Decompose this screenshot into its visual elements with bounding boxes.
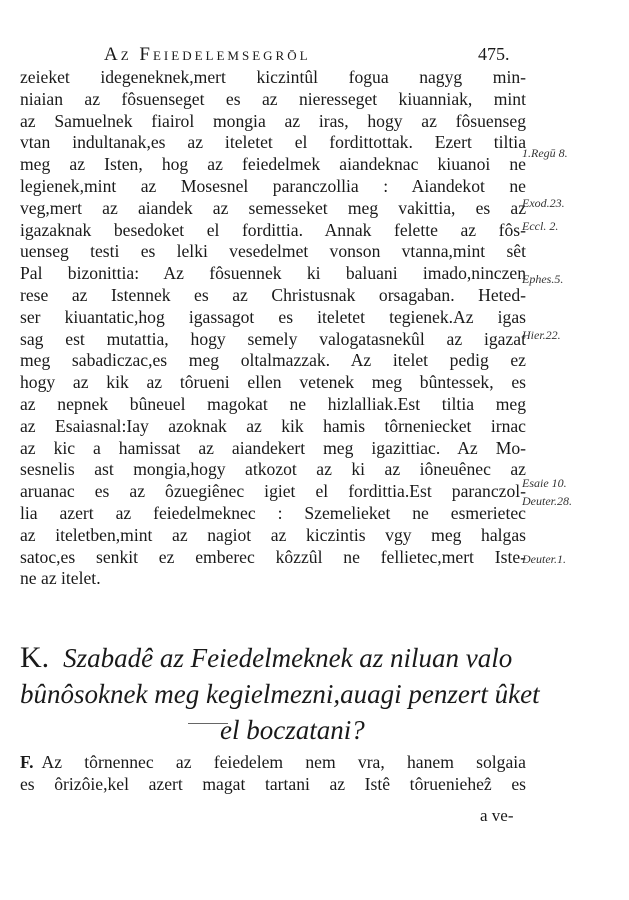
text-line: az nepnek bûneuel magokat ne hizlalliak.Est tiltia meg — [20, 393, 526, 414]
text-line: meg az Isten, hog az feiedelmek aiandeknac kiuanoi ne — [20, 154, 526, 175]
text-line: rese az Istennek es az Christusnak orsagaban. Heted- — [20, 284, 526, 305]
text-line: igazaknak besedoket el fordittia. Annak felette az fôs- — [20, 219, 526, 240]
question-line: bûnôsoknek meg kegielmezni,auagi penzert ûket — [20, 679, 540, 709]
catchword: a ve- — [480, 806, 514, 825]
margin-note: Hier.22. — [522, 328, 561, 342]
answer-line: es ôrizôie,kel azert magat tartani az Istê tôruenieheẑ es — [20, 773, 526, 794]
text-line: veg,mert az aiandek az semesseket meg vakittia, es az — [20, 197, 526, 218]
divider — [188, 723, 228, 724]
text-line: uenseg testi es lelki vesedelmet vonson vtanna,mint sêt — [20, 241, 526, 262]
text-line: sesnelis ast mongia,hogy atkozot az ki az iôneuênec az — [20, 459, 526, 480]
margin-note: Deuter.28. — [522, 494, 572, 508]
margin-note: Exod.23. — [522, 196, 565, 210]
answer-letter: F. — [20, 752, 34, 772]
question-letter: K. — [20, 641, 50, 674]
text-line: legienek,mint az Mosesnel paranczollia : Aiandekot ne — [20, 175, 526, 196]
text-line: az kic a hamissat az aiandekert meg igazittiac. Az Mo- — [20, 437, 526, 458]
text-line: lia azert az feiedelmeknec : Szemelieket ne esmerietec — [20, 502, 526, 523]
body-text — [20, 67, 526, 590]
margin-note: Eccl. 2. — [522, 219, 559, 233]
question-heading — [20, 640, 620, 748]
text-line: hogy az kik az tôrueni ellen vetenek meg bûntessek, es — [20, 372, 526, 393]
margin-note: 1.Regū 8. — [522, 146, 568, 160]
running-head: Az Feiedelemsegrōl — [104, 44, 311, 65]
text-line: meg sabadiczac,es meg oltalmazzak. Az itelet pedig ez — [20, 350, 526, 371]
text-line: az Samuelnek fiairol mongia az iras, hogy az fôsuenseg — [20, 110, 526, 131]
text-line: aruanac es az ôzuegiênec igiet el fordittia.Est paranczol- — [20, 481, 526, 502]
margin-note: Ephes.5. — [522, 272, 564, 286]
text-line: niaian az fôsuenseget es az nieresseget kiuanniak, mint — [20, 88, 526, 109]
answer-line: Az tôrnennec az feiedelem nem vra, hanem solgaia — [41, 752, 526, 772]
page-number: 475. — [478, 44, 510, 64]
margin-note: Deuter.1. — [522, 552, 566, 566]
text-line: ne az itelet. — [20, 568, 101, 589]
text-line: zeieket idegeneknek,mert kiczintûl fogua nagyg min- — [20, 67, 526, 87]
text-line: sag est mutattia, hogy semely valogatasnekûl az igazat — [20, 328, 526, 349]
margin-note: Esaie 10. — [522, 476, 567, 490]
question-line: Szabadê az Feiedelmeknek az niluan valo — [63, 643, 513, 673]
text-line: Pal bizonittia: Az fôsuennek ki baluani imado,ninczen — [20, 263, 526, 284]
text-line: az iteletben,mint az nagiot az kiczintis vgy meg halgas — [20, 524, 526, 545]
page-header — [0, 44, 629, 68]
text-line: ser kiuantatic,hog igassagot es iteletet tegienek.Az igas — [20, 306, 526, 327]
text-line: az Esaiasnal:Iay azoknak az kik hamis tôrneniecket irnac — [20, 415, 526, 436]
text-line: vtan indultanak,es az iteletet el fordittottak. Ezert tiltia — [20, 132, 526, 153]
answer-paragraph — [20, 752, 526, 796]
question-line: el boczatani? — [220, 715, 365, 745]
text-line: satoc,es senkit ez emberec kôzzûl ne fellietec,mert Iste- — [20, 546, 526, 567]
